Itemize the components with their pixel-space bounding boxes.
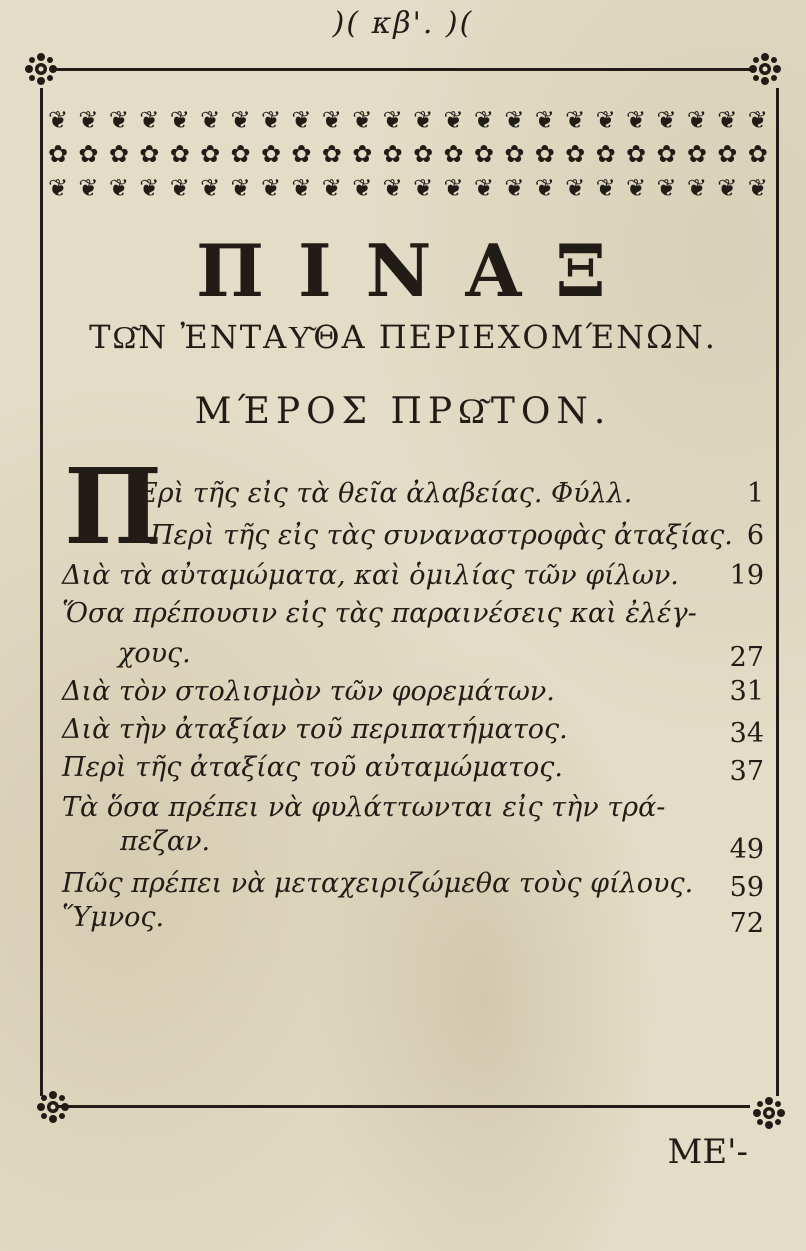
floral-icon: ❦: [504, 174, 525, 202]
bottom-rule: [54, 1105, 750, 1108]
flower-icon: ✿: [656, 140, 677, 168]
floral-icon: ❦: [78, 174, 99, 202]
ornament-row-1: [48, 108, 768, 132]
floral-icon: ❦: [686, 106, 707, 134]
rosette-bottom-right: [752, 1096, 786, 1130]
floral-icon: ❦: [260, 174, 282, 202]
top-rule: [54, 68, 750, 71]
toc-entry-text: Διὰ τὰ αὐταμώματα, καὶ ὁμιλίας τῶν φίλων.: [62, 560, 679, 591]
rosette-bottom-left: [36, 1090, 70, 1124]
floral-icon: ❦: [534, 174, 555, 202]
page-title: ΠΙΝΑΞ: [195, 228, 640, 313]
flower-icon: ✿: [534, 140, 555, 168]
floral-icon: ❦: [352, 174, 373, 202]
floral-icon: ❦: [747, 106, 768, 134]
flower-icon: ✿: [382, 140, 403, 168]
toc-entry-text: Πῶς πρέπει νὰ μεταχειριζώμεθα τοὺς φίλους.: [62, 868, 694, 899]
floral-icon: ❦: [260, 106, 282, 134]
flower-icon: ✿: [78, 140, 99, 168]
toc-entry-text: χους.: [118, 638, 191, 669]
flower-icon: ✿: [260, 140, 282, 168]
flower-icon: ✿: [626, 140, 647, 168]
floral-icon: ❦: [413, 106, 434, 134]
ornament-row-3: [48, 176, 768, 200]
toc-entry-page: 27: [729, 642, 764, 673]
part-heading: ΜΈΡΟΣ ΠΡΩ͂ΤΟΝ.: [194, 391, 612, 432]
flower-icon: ✿: [321, 140, 342, 168]
floral-icon: ❦: [626, 174, 647, 202]
floral-icon: ❦: [382, 106, 403, 134]
rosette-top-left: [24, 52, 58, 86]
floral-icon: ❦: [352, 106, 373, 134]
floral-icon: ❦: [595, 174, 616, 202]
floral-icon: ❦: [413, 174, 434, 202]
flower-icon: ✿: [352, 140, 373, 168]
floral-icon: ❦: [230, 174, 251, 202]
floral-icon: ❦: [382, 174, 403, 202]
page-number: )( κβ'. )(: [332, 6, 474, 41]
rosette-top-right: [748, 52, 782, 86]
floral-icon: ❦: [626, 106, 647, 134]
flower-icon: ✿: [565, 140, 586, 168]
toc-entry-text: Περὶ τῆς ἀταξίας τοῦ αὐταμώματος.: [62, 752, 563, 783]
flower-icon: ✿: [443, 140, 464, 168]
floral-icon: ❦: [139, 174, 160, 202]
toc-entry-text: Τὰ ὅσα πρέπει νὰ φυλάττωνται εἰς τὴν τρά-: [62, 792, 666, 823]
flower-icon: ✿: [747, 140, 768, 168]
flower-icon: ✿: [504, 140, 525, 168]
toc-entry-page: 37: [729, 756, 764, 787]
floral-icon: ❦: [717, 106, 738, 134]
floral-icon: ❦: [230, 106, 251, 134]
toc-entry-text: Ὕμνος.: [62, 902, 165, 933]
flower-icon: ✿: [717, 140, 738, 168]
drop-cap: Π: [64, 445, 163, 568]
catchword: ΜΕ'-: [667, 1132, 748, 1172]
floral-icon: ❦: [139, 106, 160, 134]
flower-icon: ✿: [200, 140, 221, 168]
flower-icon: ✿: [230, 140, 251, 168]
toc-entry-text: Ερὶ τῆς εἰς τὰ θεῖα ἀλαβείας. Φύλλ.: [138, 478, 633, 509]
floral-icon: ❦: [321, 174, 342, 202]
flower-icon: ✿: [291, 140, 312, 168]
floral-icon: ❦: [504, 106, 525, 134]
flower-icon: ✿: [169, 140, 190, 168]
flower-icon: ✿: [686, 140, 707, 168]
toc-entry-text: Διὰ τὴν ἀταξίαν τοῦ περιπατήματος.: [62, 714, 568, 745]
page-subtitle: ΤΩ͂Ν ἘΝΤΑΥ͂ΘΑ ΠΕΡΙΕΧΟΜΈΝΩΝ.: [89, 318, 717, 356]
floral-icon: ❦: [108, 106, 129, 134]
flower-icon: ✿: [595, 140, 616, 168]
toc-entry-page: 31: [729, 676, 764, 707]
floral-icon: ❦: [291, 174, 312, 202]
toc-entry-page: 72: [729, 908, 764, 939]
floral-icon: ❦: [108, 174, 129, 202]
toc-entry-page: 59: [729, 872, 764, 903]
floral-icon: ❦: [565, 106, 586, 134]
floral-icon: ❦: [200, 106, 221, 134]
toc-entry-text: Περὶ τῆς εἰς τὰς συναναστροφὰς ἀταξίας.: [150, 520, 733, 551]
toc-entry-page: 19: [729, 560, 764, 591]
toc-entry-text: πεζαν.: [120, 826, 211, 857]
floral-icon: ❦: [747, 174, 768, 202]
toc-entry-page: 34: [729, 718, 764, 749]
floral-icon: ❦: [686, 174, 707, 202]
floral-icon: ❦: [656, 106, 677, 134]
floral-icon: ❦: [595, 106, 616, 134]
flower-icon: ✿: [473, 140, 495, 168]
floral-icon: ❦: [48, 174, 69, 202]
floral-icon: ❦: [565, 174, 586, 202]
toc-entry-page: 6: [746, 520, 764, 551]
floral-icon: ❦: [48, 106, 69, 134]
toc-entry-page: 49: [729, 834, 764, 865]
floral-icon: ❦: [291, 106, 312, 134]
toc-entry-page: 1: [746, 478, 764, 509]
floral-icon: ❦: [443, 106, 464, 134]
floral-icon: ❦: [169, 106, 190, 134]
floral-icon: ❦: [473, 174, 495, 202]
floral-icon: ❦: [169, 174, 190, 202]
flower-icon: ✿: [108, 140, 129, 168]
floral-icon: ❦: [534, 106, 555, 134]
ornament-row-2: [48, 142, 768, 166]
flower-icon: ✿: [48, 140, 69, 168]
floral-icon: ❦: [78, 106, 99, 134]
toc-entry-text: Ὅσα πρέπουσιν εἰς τὰς παραινέσεις καὶ ἐλέγ-: [62, 598, 697, 629]
toc-entry-text: Διὰ τὸν στολισμὸν τῶν φορεμάτων.: [62, 676, 555, 707]
floral-icon: ❦: [473, 106, 495, 134]
floral-icon: ❦: [321, 106, 342, 134]
floral-icon: ❦: [717, 174, 738, 202]
floral-icon: ❦: [200, 174, 221, 202]
floral-icon: ❦: [443, 174, 464, 202]
flower-icon: ✿: [139, 140, 160, 168]
floral-icon: ❦: [656, 174, 677, 202]
flower-icon: ✿: [413, 140, 434, 168]
